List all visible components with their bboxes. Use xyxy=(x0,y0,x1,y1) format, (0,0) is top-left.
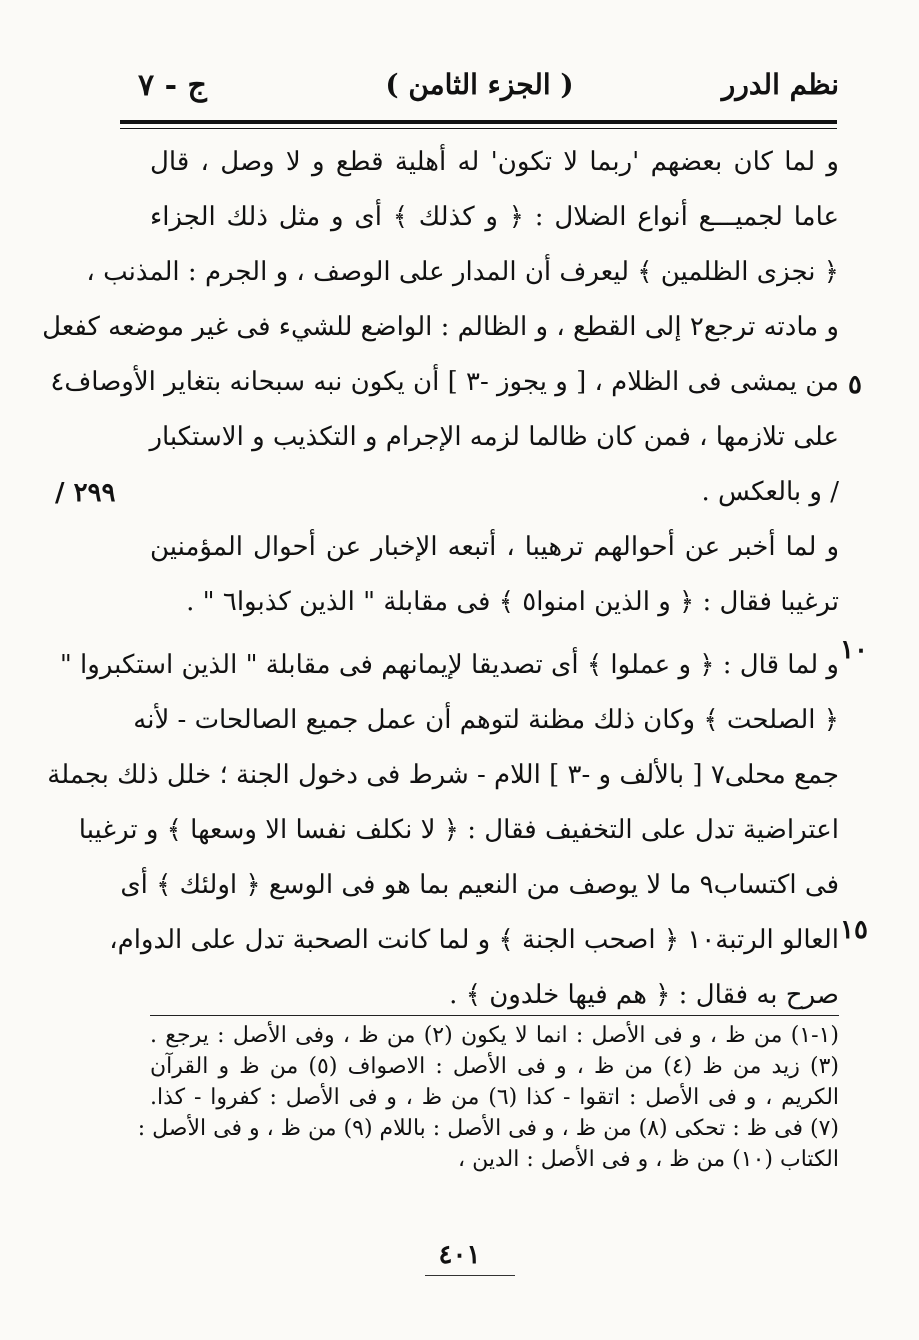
line-marker-5: ٥ xyxy=(848,370,862,400)
page-number-rule xyxy=(425,1275,515,1276)
running-header xyxy=(120,58,839,110)
text-line: عاما لجميـــع أنواع الضلال : ﴿ و كذلك ﴾ أى و مثل ذلك الجزاء xyxy=(150,202,839,232)
footnote-line: (٧) فى ظ : تحكى (٨) من ظ ، و فى الأصل : باللام (٩) من ظ ، و فى الأصل : xyxy=(137,1116,839,1141)
text-line: على تلازمها ، فمن كان ظالما لزمه الإجرام و التكذيب و الاستكبار xyxy=(149,422,839,452)
header-rule xyxy=(120,120,837,124)
text-line: جمع محلى٧ [ بالألف و -٣ ] اللام - شرط فى دخول الجنة ؛ خلل ذلك بجملة xyxy=(47,760,839,790)
header-rule-thin xyxy=(120,128,837,129)
footnote-line: (١-١) من ظ ، و فى الأصل : انما لا يكون (٢) من ظ ، وفى الأصل : يرجع . xyxy=(150,1023,839,1048)
footnotes xyxy=(137,1020,840,1175)
line-marker-10: ١٠ xyxy=(840,635,868,665)
text-line: ترغيبا فقال : ﴿ و الذين امنوا٥ ﴾ فى مقابلة " الذين كذبوا٦ " . xyxy=(186,587,839,617)
footnote-rule xyxy=(150,1015,839,1016)
text-line: فى اكتساب٩ ما لا يوصف من النعيم بما هو فى الوسع ﴿ اولئك ﴾ أى xyxy=(120,870,839,900)
footnote-line: الكتاب (١٠) من ظ ، و فى الأصل : الدين ، xyxy=(458,1147,839,1172)
text-line: و لما أخبر عن أحوالهم ترهيبا ، أتبعه الإخبار عن أحوال المؤمنين xyxy=(150,532,839,562)
text-line: العالو الرتبة١٠ ﴿ اصحب الجنة ﴾ و لما كانت الصحبة تدل على الدوام، xyxy=(109,925,839,955)
page-reference: / ٢٩٩ xyxy=(55,478,116,508)
text-line: صرح به فقال : ﴿ هم فيها خلدون ﴾ . xyxy=(449,980,839,1010)
part-label: ( الجزء الثامن ) xyxy=(385,68,574,101)
book-title: نظم الدرر xyxy=(721,68,839,101)
text-line: و لما قال : ﴿ و عملوا ﴾ أى تصديقا لإيمانهم فى مقابلة " الذين استكبروا " xyxy=(59,650,839,680)
volume-ref: ج - ٧ xyxy=(138,68,207,103)
text-line: من يمشى فى الظلام ، [ و يجوز -٣ ] أن يكون نبه سبحانه بتغاير الأوصاف٤ xyxy=(50,367,839,397)
text-line: و لما كان بعضهم 'ربما لا تكون' له أهلية قطع و لا وصل ، قال xyxy=(150,147,839,177)
footnote-line: (٣) زيد من ظ (٤) من ظ ، و فى الأصل : الاصواف (٥) من ظ و القرآن xyxy=(150,1054,839,1079)
text-line: / و بالعكس . xyxy=(701,477,839,507)
footnote-line: الكريم ، و فى الأصل : اتقوا - كذا (٦) من ظ ، و فى الأصل : كفروا - كذا. xyxy=(150,1085,840,1110)
text-line: اعتراضية تدل على التخفيف فقال : ﴿ لا نكلف نفسا الا وسعها ﴾ و ترغيبا xyxy=(78,815,839,845)
text-line: ﴿ نجزى الظلمين ﴾ ليعرف أن المدار على الوصف ، و الجرم : المذنب ، xyxy=(86,257,839,287)
page-number: ٤٠١ xyxy=(438,1240,481,1270)
text-line: و مادته ترجع٢ إلى القطع ، و الظالم : الواضع للشيء فى غير موضعه كفعل xyxy=(42,312,839,342)
line-marker-15: ١٥ xyxy=(840,915,868,945)
text-line: ﴿ الصلحت ﴾ وكان ذلك مظنة لتوهم أن عمل جميع الصالحات - لأنه xyxy=(133,705,839,735)
